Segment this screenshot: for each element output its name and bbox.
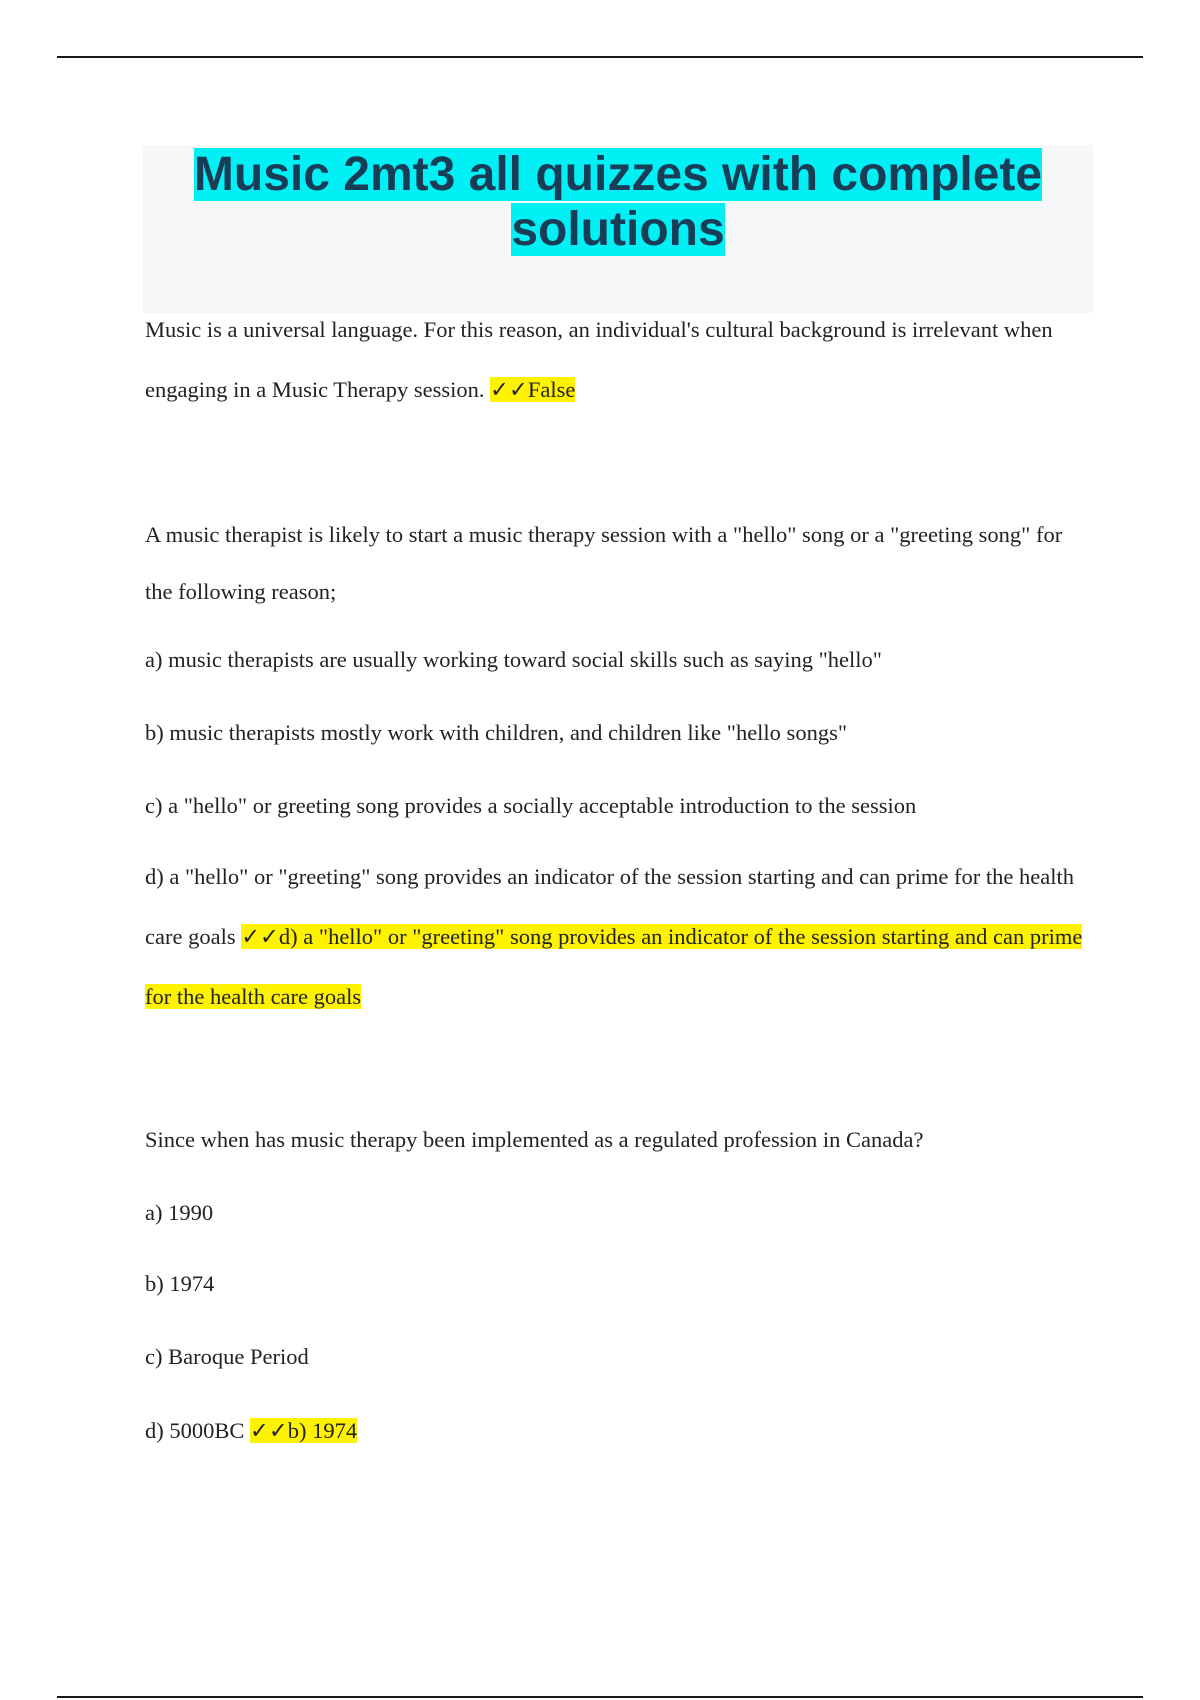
question-2-prompt: A music therapist is likely to start a music therapy session with a "hello" song or a "greeting song" for the following reason; [145, 522, 1063, 604]
question-2-option-a: a) music therapists are usually working toward social skills such as saying "hello" [145, 647, 882, 672]
question-1-prompt: Music is a universal language. For this reason, an individual's cultural background is irrelevant when engaging in a Music Therapy session. [145, 317, 1053, 402]
question-3-option-c: c) Baroque Period [145, 1344, 309, 1369]
question-3-option-a: a) 1990 [145, 1200, 214, 1225]
document-title: Music 2mt3 all quizzes with complete solutions [193, 148, 1043, 256]
question-3-option-b: b) 1974 [145, 1271, 215, 1296]
question-2-answer: ✓✓d) a "hello" or "greeting" song provides an indicator of the session starting and can prime for the health care goals [145, 924, 1083, 1009]
question-2-option-d [145, 847, 1090, 1027]
question-2-option-c: c) a "hello" or greeting song provides a socially acceptable introduction to the session [145, 793, 917, 818]
footer-rule [57, 1696, 1143, 1698]
question-3-option-d-text: d) 5000BC [145, 1418, 245, 1443]
question-3-prompt: Since when has music therapy been implemented as a regulated profession in Canada? [145, 1127, 924, 1152]
question-1 [145, 300, 1090, 420]
question-2-option-d-text: d) a "hello" or "greeting" song provides an indicator of the session starting and can prime for the health care goals [145, 864, 1074, 949]
question-2-option-b: b) music therapists mostly work with children, and children like "hello songs" [145, 720, 848, 745]
question-3-answer: ✓✓b) 1974 [250, 1418, 358, 1443]
question-1-answer: ✓✓False [490, 377, 576, 402]
question-3-option-d [145, 1401, 1090, 1461]
title-banner [143, 145, 1093, 313]
header-rule [57, 56, 1143, 58]
